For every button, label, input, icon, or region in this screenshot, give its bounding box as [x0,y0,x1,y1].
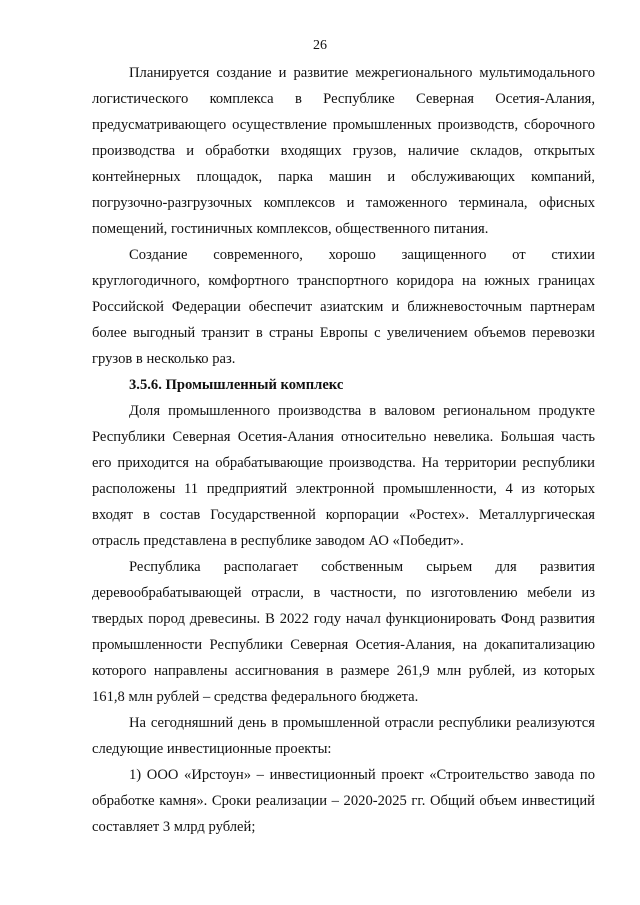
paragraph-transport-corridor: Создание современного, хорошо защищенного от стихии круглогодичного, комфортного транспортного коридора на южных границах Российской Федерации обеспечит азиатским и ближневосточным партнерам более выгодный транзит в страны Европы с увеличением объемов перевозки грузов в несколько раз. [92,247,595,367]
paragraph-woodworking-fund: Республика располагает собственным сырьем для развития деревообрабатывающей отрасли, в частности, по изготовлению мебели из твердых пород древесины. В 2022 году начал функционировать Фонд развития промышленности Республики Северная Осетия-Алания, на докапитализацию которого направлены ассигнования в размере 261,9 млн рублей, из которых 161,8 млн рублей – средства федерального бюджета. [92,559,595,705]
paragraph-industry-share: Доля промышленного производства в валовом региональном продукте Республики Северная Осетия-Алания относительно невелика. Большая часть его приходится на обрабатывающие производства. На территории республики расположены 11 предприятий электронной промышленности, 4 из которых входят в состав Государственной корпорации «Ростех». Металлургическая отрасль представлена в республике заводом АО «Победит». [92,403,595,549]
paragraph-project-irstone: 1) ООО «Ирстоун» – инвестиционный проект «Строительство завода по обработке камня». Сроки реализации – 2020-2025 гг. Общий объем инвестиций составляет 3 млрд рублей; [92,767,595,835]
paragraph-investment-projects-intro: На сегодняшний день в промышленной отрасли республики реализуются следующие инвестиционные проекты: [92,715,595,757]
page-content [92,60,595,840]
paragraph-logistics-complex: Планируется создание и развитие межрегионального мультимодального логистического комплекса в Республике Северная Осетия-Алания, предусматривающего осуществление промышленных производств, сборочного производства и обработки входящих грузов, наличие складов, открытых контейнерных площадок, парка машин и обслуживающих компаний, погрузочно-разгрузочных комплексов и таможенного терминала, офисных помещений, гостиничных комплексов, общественного питания. [92,65,595,237]
page-number: 26 [313,38,327,53]
section-heading: 3.5.6. Промышленный комплекс [129,377,344,393]
